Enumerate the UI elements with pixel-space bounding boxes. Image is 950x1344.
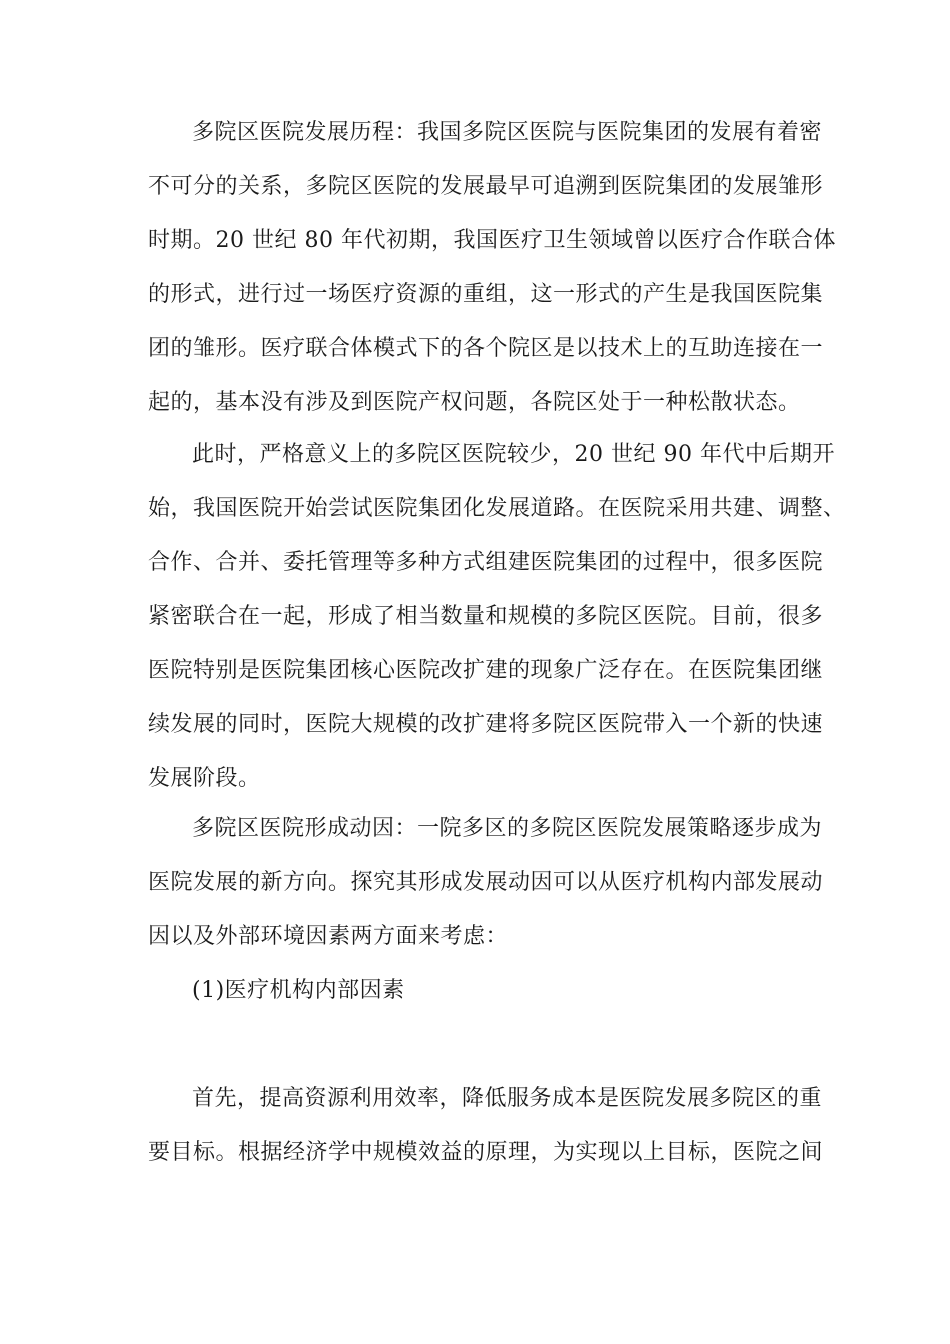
text-line: 发展阶段。 <box>148 766 261 791</box>
text-line: 起的，基本没有涉及到医院产权问题，各院区处于一种松散状态。 <box>148 390 801 415</box>
text-line: 续发展的同时，医院大规模的改扩建将多院区医院带入一个新的快速 <box>148 712 824 737</box>
paragraph-development-history <box>148 106 836 430</box>
text-line: 始，我国医院开始尝试医院集团化发展道路。在医院采用共建、调整、 <box>148 496 846 521</box>
section-heading-internal-factors <box>148 964 808 1018</box>
text-line: 团的雏形。医疗联合体模式下的各个院区是以技术上的互助连接在一 <box>148 336 824 361</box>
text-line: 首先，提高资源利用效率，降低服务成本是医院发展多院区的重 <box>192 1086 823 1111</box>
text-line: 合作、合并、委托管理等多种方式组建医院集团的过程中，很多医院 <box>148 550 824 575</box>
text-line: 因以及外部环境因素两方面来考虑： <box>148 924 509 949</box>
text-line: 不可分的关系，多院区医院的发展最早可追溯到医院集团的发展雏形 <box>148 174 824 199</box>
text-line: 医院发展的新方向。探究其形成发展动因可以从医疗机构内部发展动 <box>148 870 824 895</box>
paragraph-group-development <box>148 428 846 806</box>
text-line: 时期。20 世纪 80 年代初期，我国医疗卫生领域曾以医疗合作联合体 <box>148 228 836 253</box>
text-line: 的形式，进行过一场医疗资源的重组，这一形式的产生是我国医院集 <box>148 282 824 307</box>
text-line: 要目标。根据经济学中规模效益的原理，为实现以上目标，医院之间 <box>148 1140 824 1165</box>
paragraph-resource-efficiency <box>148 1072 824 1180</box>
text-line: 紧密联合在一起，形成了相当数量和规模的多院区医院。目前，很多 <box>148 604 824 629</box>
text-line: (1)医疗机构内部因素 <box>192 978 405 1003</box>
text-line: 此时，严格意义上的多院区医院较少，20 世纪 90 年代中后期开 <box>192 442 835 467</box>
text-line: 多院区医院发展历程：我国多院区医院与医院集团的发展有着密 <box>192 120 823 145</box>
text-line: 医院特别是医院集团核心医院改扩建的现象广泛存在。在医院集团继 <box>148 658 824 683</box>
text-line: 多院区医院形成动因：一院多区的多院区医院发展策略逐步成为 <box>192 816 823 841</box>
paragraph-formation-drivers <box>148 802 824 964</box>
